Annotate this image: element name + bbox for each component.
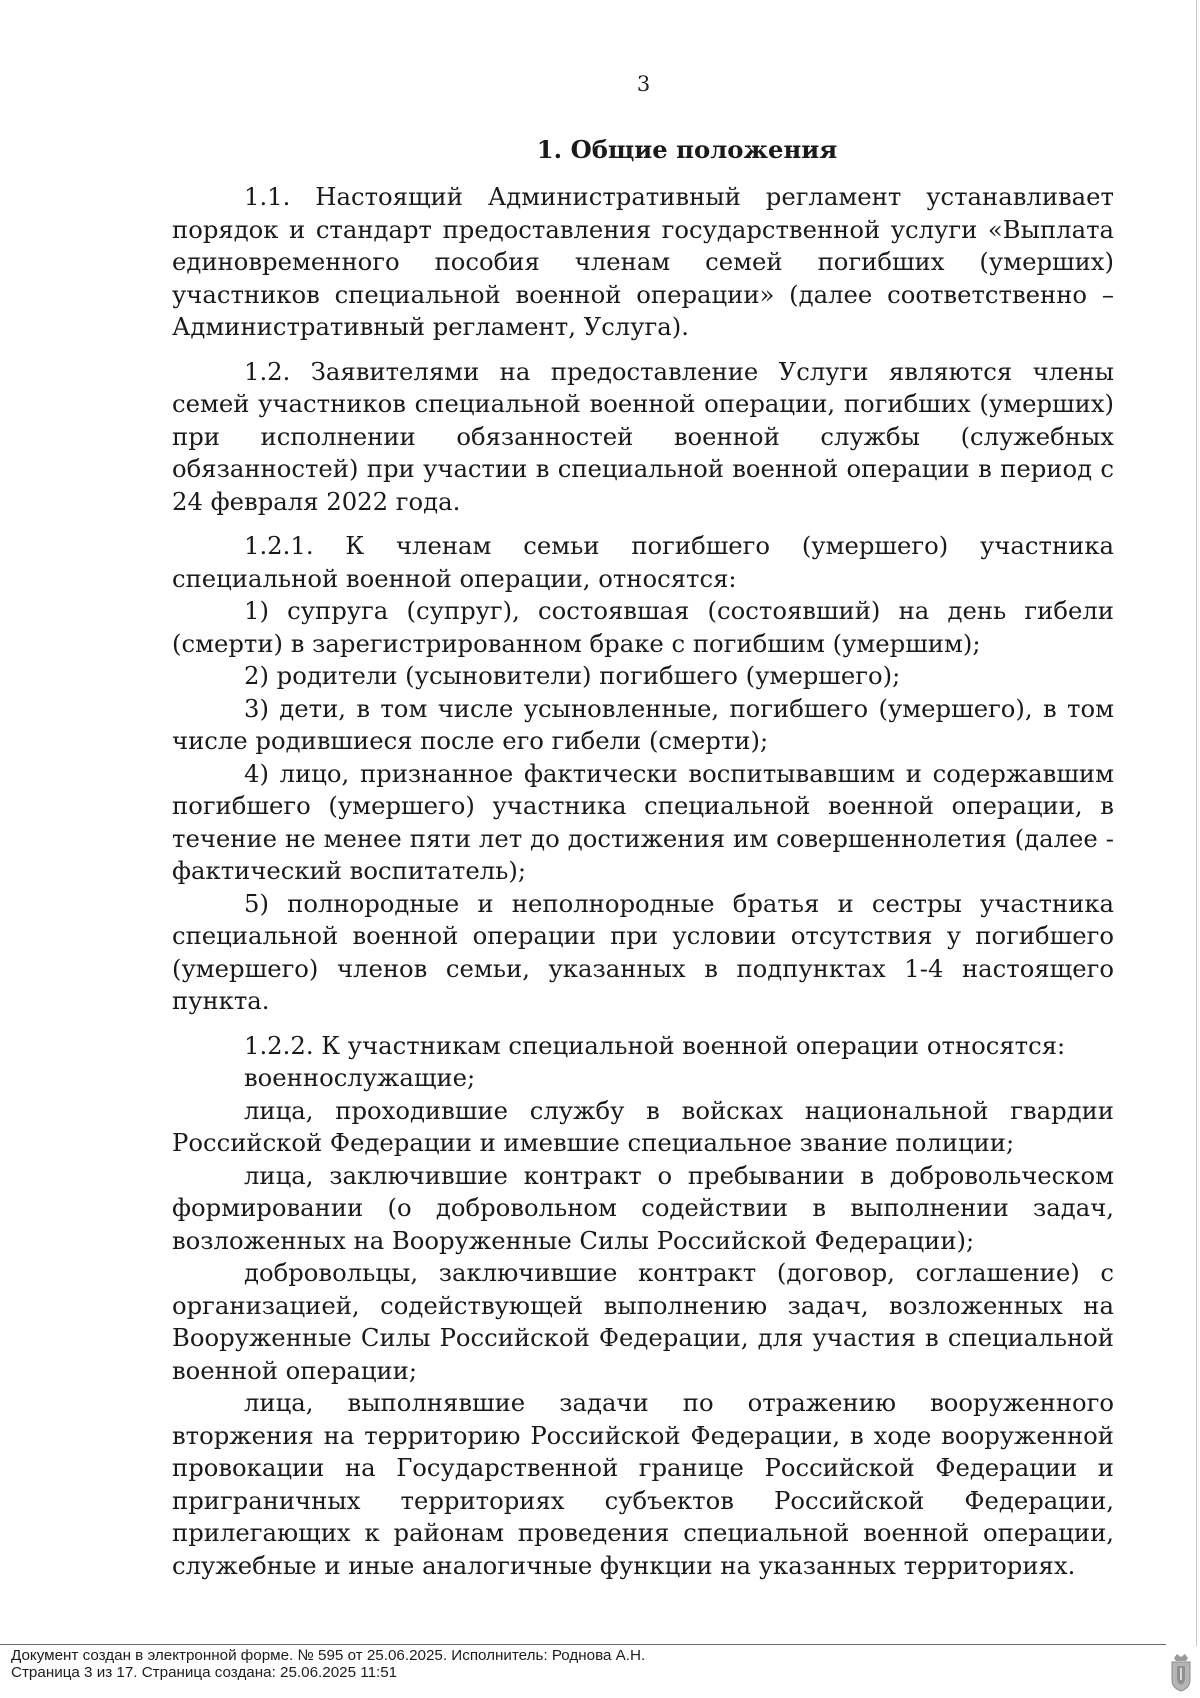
paragraph-1-2-1: 1.2.1. К членам семьи погибшего (умершего) участника специальной военной операции, относятся: <box>172 531 1114 593</box>
participant-category-5: лица, выполнявшие задачи по отражению вооруженного вторжения на территорию Российской Федерации, в ходе вооруженной провокации на Государственной границе Российской Федерации и приграничных территориях субъектов Российской Федерации, прилегающих к районам проведения специальной военной операции, служебные и иные аналогичные функции на указанных территориях. <box>172 1388 1114 1580</box>
page-number: 3 <box>636 72 651 96</box>
list-item-1: 1) супруга (супруг), состоявшая (состоявший) на день гибели (смерти) в зарегистрированном браке с погибшим (умершим); <box>172 596 1114 658</box>
list-item-5: 5) полнородные и неполнородные братья и сестры участника специальной военной операции при условии отсутствия у погибшего (умершего) членов семьи, указанных в подпунктах 1-4 настоящего пункта. <box>172 888 1114 1015</box>
paragraph-1-2-2: 1.2.2. К участникам специальной военной операции относятся: <box>244 1030 1066 1060</box>
list-item-3: 3) дети, в том числе усыновленные, погибшего (умершего), в том числе родившиеся после его гибели (смерти); <box>172 693 1114 755</box>
coat-of-arms-icon <box>1168 1652 1194 1692</box>
paragraph-1-1: 1.1. Настоящий Административный регламент устанавливает порядок и стандарт предоставления государственной услуги «Выплата единовременного пособия членам семей погибших (умерших) участников специальной военной операции» (далее соответственно – Административный регламент, Услуга). <box>172 182 1114 341</box>
page-edge-divider <box>1196 0 1197 1646</box>
section-title: 1. Общие положения <box>536 135 838 164</box>
list-item-2: 2) родители (усыновители) погибшего (умершего); <box>244 661 901 690</box>
paragraph-1-2: 1.2. Заявителями на предоставление Услуги являются члены семей участников специальной военной операции, погибших (умерших) при исполнении обязанностей военной службы (служебных обязанностей) при участии в специальной военной операции в период с 24 февраля 2022 года. <box>172 356 1114 516</box>
participant-category-2: лица, проходившие службу в войсках национальной гвардии Российской Федерации и имевшие специальное звание полиции; <box>172 1095 1114 1157</box>
document-footer <box>11 1647 645 1681</box>
participant-category-4: добровольцы, заключившие контракт (договор, соглашение) с организацией, содействующей выполнению задач, возложенных на Вооруженные Силы Российской Федерации, для участия в специальной военной операции; <box>172 1258 1114 1385</box>
footer-divider <box>0 1644 1166 1645</box>
participant-category-1: военнослужащие; <box>244 1063 476 1092</box>
footer-line-document-info: Документ создан в электронной форме. № 595 от 25.06.2025. Исполнитель: Роднова А.Н. <box>11 1647 646 1664</box>
participant-category-3: лица, заключившие контракт о пребывании в добровольческом формировании (о добровольном содействии в выполнении задач, возложенных на Вооруженные Силы Российской Федерации); <box>172 1160 1114 1255</box>
footer-line-page-info: Страница 3 из 17. Страница создана: 25.06.2025 11:51 <box>11 1664 398 1681</box>
document-body <box>172 134 1114 1582</box>
list-item-4: 4) лицо, признанное фактически воспитывавшим и содержавшим погибшего (умершего) участника специальной военной операции, в течение не менее пяти лет до достижения им совершеннолетия (далее - фактический воспитатель); <box>172 758 1114 885</box>
